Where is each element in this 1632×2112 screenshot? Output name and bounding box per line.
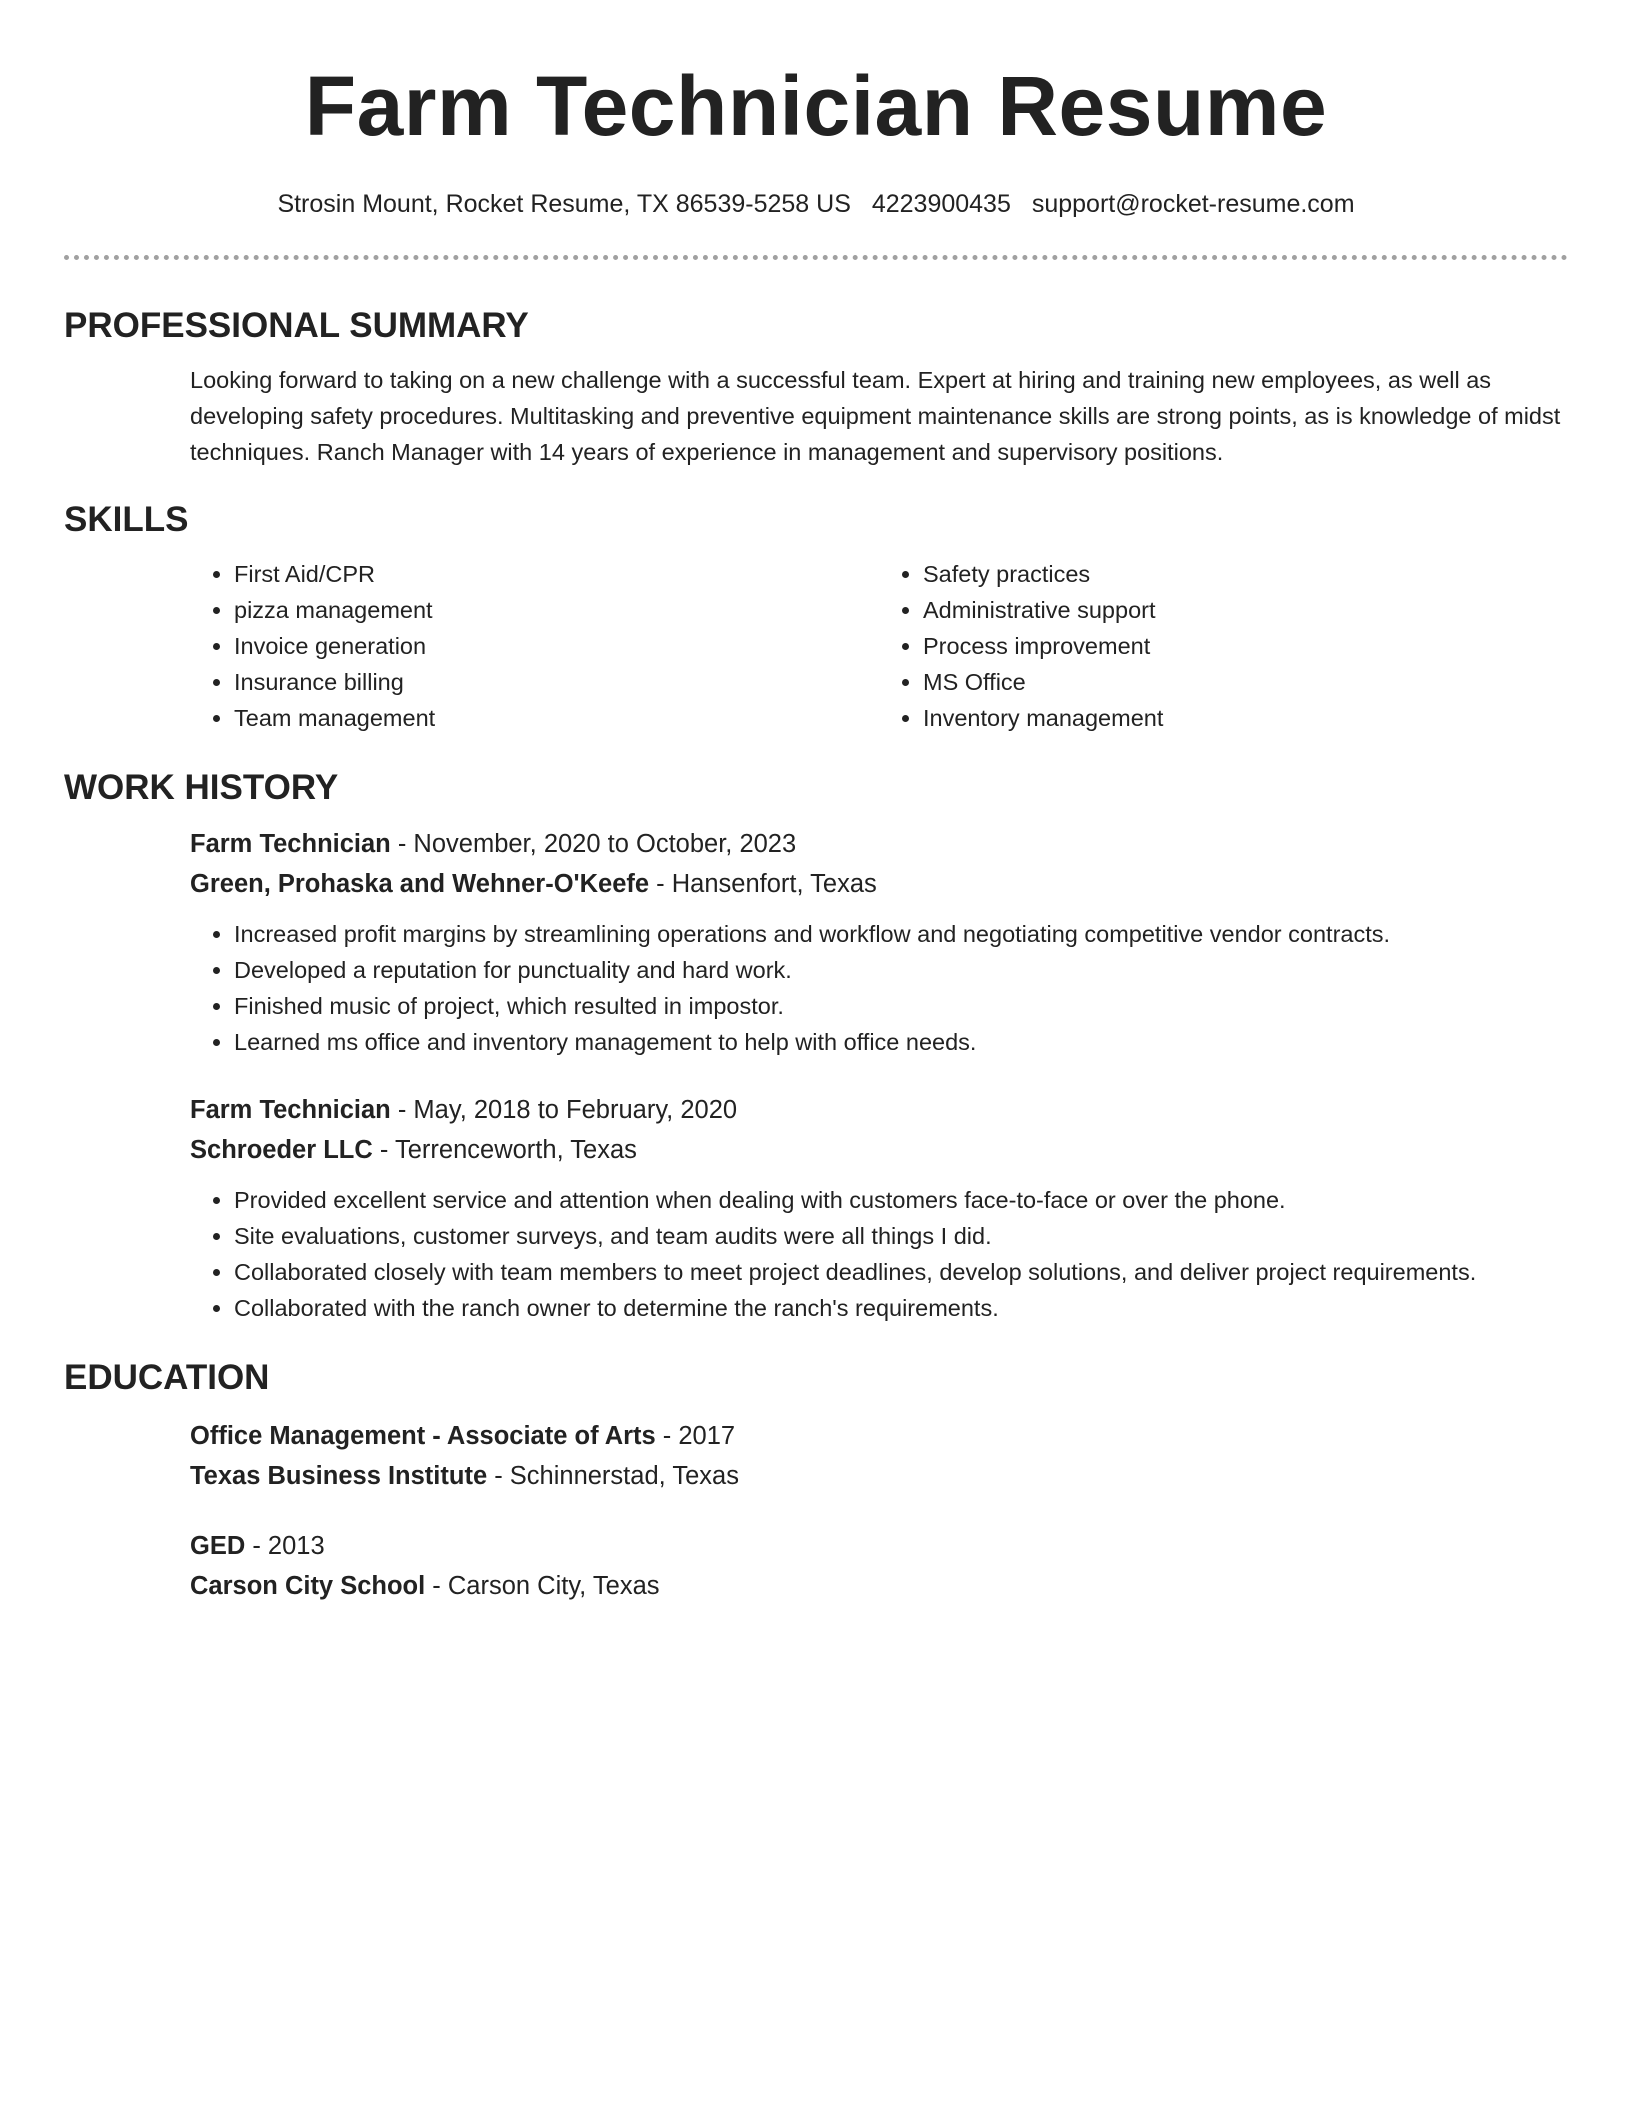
skill-item: • MS Office	[923, 664, 1568, 700]
skills-section	[64, 556, 1568, 736]
education-year: - 2017	[655, 1422, 736, 1450]
education-school-line	[190, 1566, 1568, 1606]
contact-phone: 4223900435	[871, 190, 1011, 218]
job-bullets	[190, 1182, 1568, 1326]
job-entry	[190, 824, 1568, 1060]
skill-item: • Process improvement	[923, 628, 1568, 664]
job-company-line	[190, 864, 1568, 904]
contact-line	[64, 188, 1568, 220]
job-bullet: • Increased profit margins by streamlining operations and workflow and negotiating competitive vendor contracts.	[234, 916, 1568, 952]
contact-address: Strosin Mount, Rocket Resume, TX 86539-5258 US	[277, 190, 851, 218]
job-company-line	[190, 1130, 1568, 1170]
resume-title: Farm Technician Resume	[304, 59, 1328, 153]
education-degree-line	[190, 1526, 1568, 1566]
education-location: - Carson City, Texas	[425, 1572, 660, 1600]
job-company: Schroeder LLC	[190, 1136, 373, 1164]
job-title-line	[190, 1090, 1568, 1130]
summary-section	[64, 362, 1568, 470]
education-entry	[190, 1416, 1568, 1496]
job-dates: - November, 2020 to October, 2023	[390, 830, 797, 858]
job-role: Farm Technician	[190, 1096, 391, 1124]
skill-item: • Team management	[234, 700, 879, 736]
job-bullet: • Developed a reputation for punctuality and hard work.	[234, 952, 1568, 988]
work-section	[64, 824, 1568, 1326]
work-heading: WORK HISTORY	[64, 768, 339, 807]
skills-list-left	[190, 556, 879, 736]
education-entry	[190, 1526, 1568, 1606]
summary-text: Looking forward to taking on a new challenge with a successful team. Expert at hiring and training new employees, as well as developing safety procedures. Multitasking and preventive equipment maintenance skills are strong points, as is knowledge of midst techniques. Ranch Manager with 14 years of experience in management and supervisory positions.	[190, 367, 1561, 465]
skills-list-right	[879, 556, 1568, 736]
contact-email: support@rocket-resume.com	[1031, 190, 1355, 218]
education-school: Texas Business Institute	[190, 1462, 488, 1490]
job-title-line	[190, 824, 1568, 864]
job-bullet: • Learned ms office and inventory management to help with office needs.	[234, 1024, 1568, 1060]
education-school: Carson City School	[190, 1572, 426, 1600]
job-bullet: • Finished music of project, which resulted in impostor.	[234, 988, 1568, 1024]
job-location: - Hansenfort, Texas	[649, 870, 877, 898]
education-heading: EDUCATION	[64, 1358, 270, 1397]
education-degree: Office Management - Associate of Arts	[190, 1422, 656, 1450]
skill-item: • Administrative support	[923, 592, 1568, 628]
job-location: - Terrenceworth, Texas	[372, 1136, 637, 1164]
skill-item: • First Aid/CPR	[234, 556, 879, 592]
job-role: Farm Technician	[190, 830, 391, 858]
education-location: - Schinnerstad, Texas	[487, 1462, 739, 1490]
job-company: Green, Prohaska and Wehner-O'Keefe	[190, 870, 650, 898]
job-bullet: • Site evaluations, customer surveys, and team audits were all things I did.	[234, 1218, 1568, 1254]
header-divider	[64, 255, 1568, 260]
skill-item: • Insurance billing	[234, 664, 879, 700]
education-degree: GED	[190, 1532, 246, 1560]
job-entry	[190, 1090, 1568, 1326]
education-year: - 2013	[245, 1532, 325, 1560]
education-school-line	[190, 1456, 1568, 1496]
skill-item: • Inventory management	[923, 700, 1568, 736]
skill-item: • Safety practices	[923, 556, 1568, 592]
education-section	[64, 1416, 1568, 1606]
job-bullet: • Provided excellent service and attention when dealing with customers face-to-face or over the phone.	[234, 1182, 1568, 1218]
skills-heading: SKILLS	[64, 500, 189, 539]
job-bullets	[190, 916, 1568, 1060]
job-bullet: • Collaborated with the ranch owner to determine the ranch's requirements.	[234, 1290, 1568, 1326]
education-degree-line	[190, 1416, 1568, 1456]
job-dates: - May, 2018 to February, 2020	[390, 1096, 738, 1124]
skill-item: • Invoice generation	[234, 628, 879, 664]
job-bullet: • Collaborated closely with team members to meet project deadlines, develop solutions, and deliver project requirements.	[234, 1254, 1568, 1290]
skill-item: • pizza management	[234, 592, 879, 628]
summary-heading: PROFESSIONAL SUMMARY	[64, 306, 529, 345]
